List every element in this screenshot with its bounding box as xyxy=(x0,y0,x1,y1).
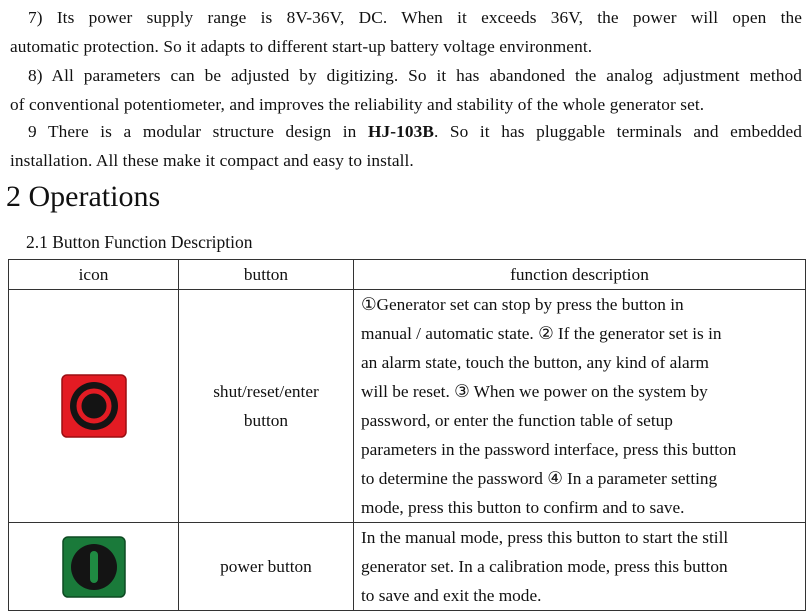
button-name-line-2: button xyxy=(243,411,289,430)
model-name: HJ-103B xyxy=(367,122,434,141)
header-button: button xyxy=(179,260,354,290)
description-line: manual / automatic state. ② If the generator set is in xyxy=(361,324,722,343)
description-line: ①Generator set can stop by press the button in xyxy=(361,295,684,314)
paragraph-7-line-2: automatic protection. So it adapts to different start-up battery voltage environment. xyxy=(10,37,593,56)
header-function-description: function description xyxy=(354,260,806,290)
description-line: parameters in the password interface, press this button xyxy=(361,440,737,459)
section-title: 2 Operations xyxy=(6,180,161,213)
button-name-cell xyxy=(179,290,354,523)
paragraph-7 xyxy=(10,3,802,61)
subsection-title: 2.1 Button Function Description xyxy=(26,232,253,252)
button-name-line-1: power button xyxy=(220,557,312,576)
paragraph-9-line-1-post: . So it has pluggable terminals and embedded xyxy=(433,122,802,141)
table-header-row xyxy=(9,260,806,290)
description-line: generator set. In a calibration mode, press this button xyxy=(361,557,728,576)
paragraph-9-line-1 xyxy=(10,117,802,146)
paragraph-7-line-1: 7) Its power supply range is 8V-36V, DC. When it exceeds 36V, the power will open the xyxy=(28,8,802,27)
description-line: an alarm state, touch the button, any kind of alarm xyxy=(361,353,709,372)
paragraph-9 xyxy=(10,117,802,175)
button-name-line-1: shut/reset/enter xyxy=(213,382,319,401)
description-line: password, or enter the function table of setup xyxy=(361,411,673,430)
description-line: to determine the password ④ In a parameter setting xyxy=(361,469,718,488)
button-function-table xyxy=(8,259,806,611)
paragraph-9-line-1-pre: 9 There is a modular structure design in xyxy=(28,122,368,141)
icon-cell xyxy=(9,523,179,611)
description-cell xyxy=(354,290,806,523)
stop-reset-icon xyxy=(61,374,127,438)
description-cell xyxy=(354,523,806,611)
paragraph-9-line-2: installation. All these make it compact and easy to install. xyxy=(10,151,414,170)
description-line: mode, press this button to confirm and to save. xyxy=(361,498,685,517)
table-row xyxy=(9,523,806,611)
icon-cell xyxy=(9,290,179,523)
power-icon xyxy=(62,536,126,598)
paragraph-8-line-1: 8) All parameters can be adjusted by digitizing. So it has abandoned the analog adjustment method xyxy=(28,66,802,85)
button-name-cell xyxy=(179,523,354,611)
description-line: to save and exit the mode. xyxy=(361,586,542,605)
header-icon: icon xyxy=(9,260,179,290)
description-line: will be reset. ③ When we power on the system by xyxy=(361,382,708,401)
table-row xyxy=(9,290,806,523)
paragraph-8 xyxy=(10,61,802,119)
description-line: In the manual mode, press this button to start the still xyxy=(361,528,729,547)
paragraph-8-line-2: of conventional potentiometer, and improves the reliability and stability of the whole generator set. xyxy=(10,95,705,114)
